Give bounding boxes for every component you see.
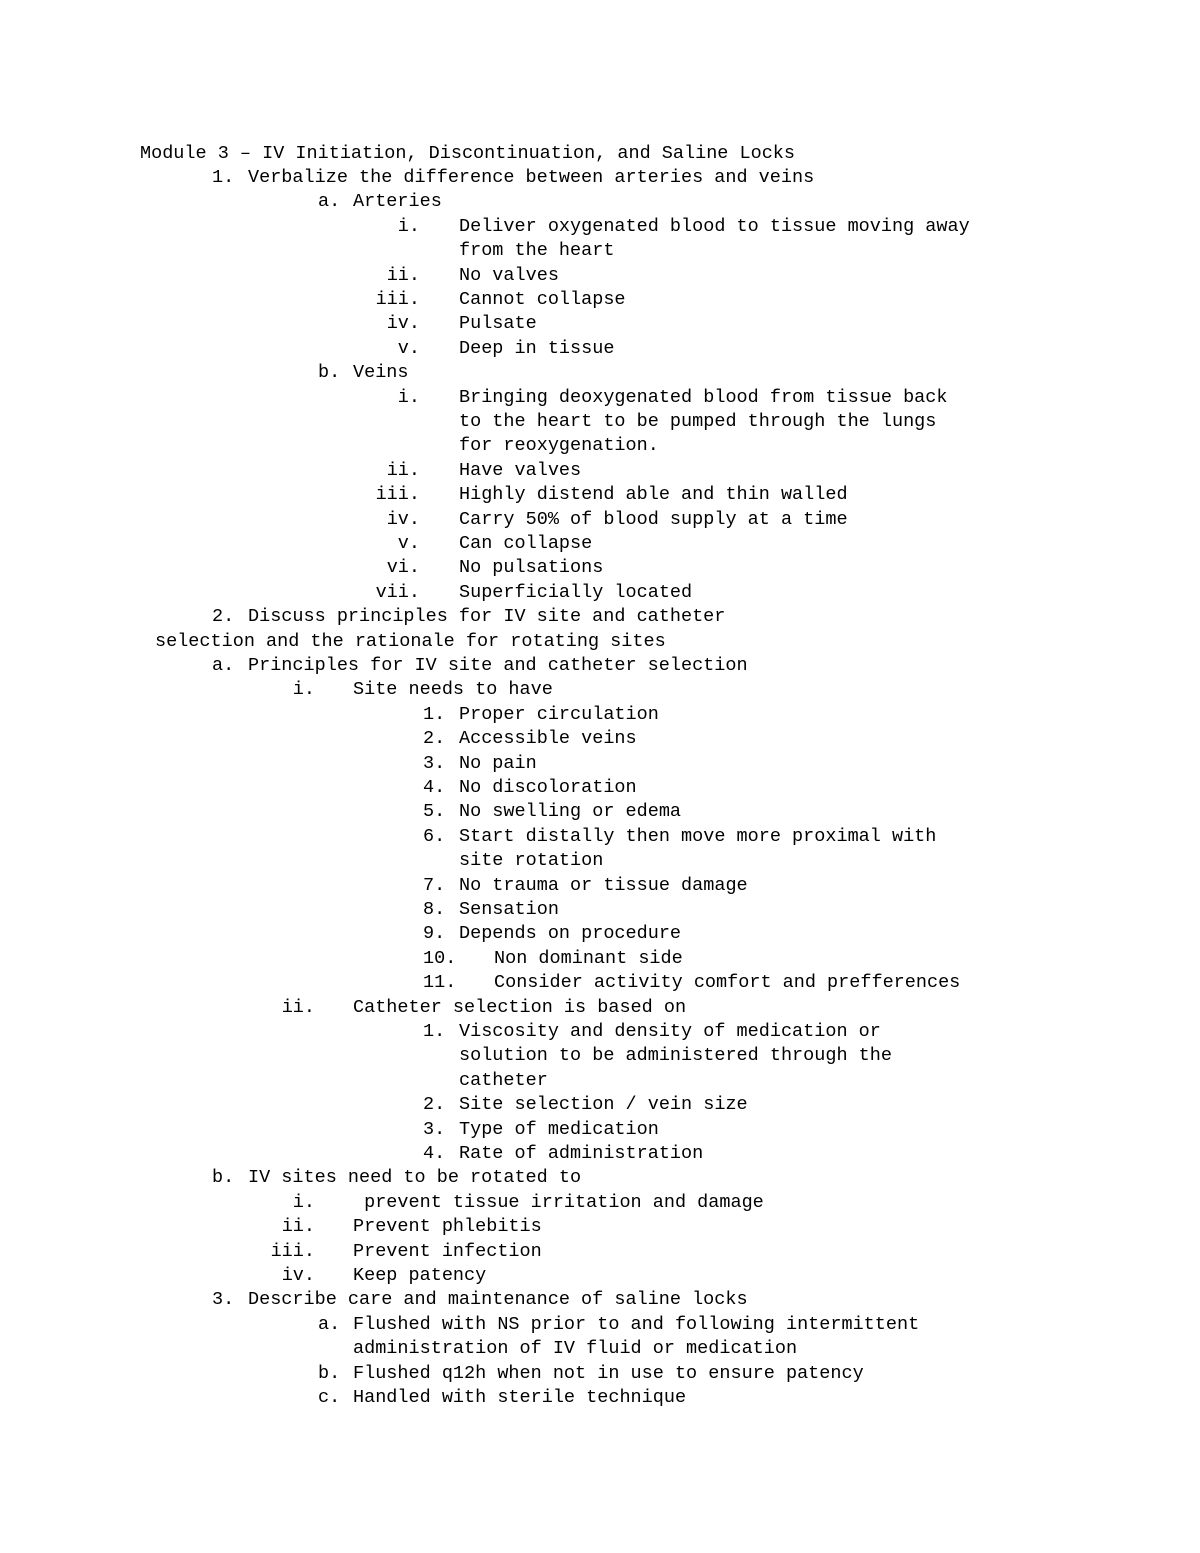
list-item-text: Bringing deoxygenated blood from tissue back xyxy=(459,386,948,408)
list-item-text: from the heart xyxy=(459,240,615,262)
section-heading: Describe care and maintenance of saline locks xyxy=(248,1289,748,1311)
subsection-heading: Principles for IV site and catheter selection xyxy=(248,655,748,676)
list-item-text: Have valves xyxy=(459,459,582,481)
roman-marker: v. xyxy=(397,533,420,554)
roman-marker: iii. xyxy=(270,1240,315,1262)
number-marker: 4. xyxy=(423,1143,446,1164)
section-heading: Verbalize the difference between arteries and veins xyxy=(248,167,815,188)
list-item-text: No pulsations xyxy=(459,557,604,579)
section-number: 3. xyxy=(212,1289,235,1311)
number-marker: 5. xyxy=(423,801,446,823)
subsection-letter: b. xyxy=(318,362,341,384)
list-item-text: Depends on procedure xyxy=(459,923,682,945)
list-item-text: Site selection / vein size xyxy=(459,1094,748,1116)
list-item-text: Rate of administration xyxy=(459,1143,704,1164)
number-marker: 4. xyxy=(423,777,446,798)
roman-marker: vii. xyxy=(375,581,420,603)
roman-marker: ii. xyxy=(281,1216,315,1238)
list-item-text: Carry 50% of blood supply at a time xyxy=(459,508,848,530)
roman-marker: i. xyxy=(292,679,315,701)
list-item-text: prevent tissue irritation and damage xyxy=(353,1191,764,1213)
list-item-text: to the heart to be pumped through the lungs xyxy=(459,411,937,432)
list-item-text: administration of IV fluid or medication xyxy=(353,1338,798,1360)
list-item-text: Type of medication xyxy=(459,1118,659,1140)
roman-marker: iv. xyxy=(281,1265,315,1286)
group-heading: Catheter selection is based on xyxy=(353,996,687,1018)
list-item-text: Handled with sterile technique xyxy=(353,1387,687,1408)
list-item-text: site rotation xyxy=(459,850,604,872)
list-item-text: Flushed with NS prior to and following intermittent xyxy=(353,1313,920,1335)
roman-marker: i. xyxy=(292,1191,315,1213)
subsection-heading: Veins xyxy=(353,362,409,384)
list-item-text: Pulsate xyxy=(459,313,537,335)
page-title: Module 3 – IV Initiation, Discontinuation, and Saline Locks xyxy=(140,143,796,164)
list-item-text: Consider activity comfort and prefferences xyxy=(494,972,961,994)
list-item-text: for reoxygenation. xyxy=(459,435,659,457)
subsection-letter: a. xyxy=(318,1313,341,1335)
subsection-letter: a. xyxy=(318,191,341,213)
list-item-text: Prevent infection xyxy=(353,1240,542,1262)
roman-marker: ii. xyxy=(386,459,420,481)
section-number: 1. xyxy=(212,167,235,188)
number-marker: 2. xyxy=(423,1094,446,1116)
number-marker: 2. xyxy=(423,728,446,750)
number-marker: 8. xyxy=(423,899,446,920)
section-number: 2. xyxy=(212,606,235,628)
roman-marker: ii. xyxy=(386,264,420,286)
number-marker: 9. xyxy=(423,923,446,945)
number-marker: 1. xyxy=(423,703,446,725)
list-item-text: catheter xyxy=(459,1069,548,1091)
list-item-text: Deep in tissue xyxy=(459,337,615,359)
number-marker: 11. xyxy=(423,972,457,994)
number-marker: 10. xyxy=(423,947,457,969)
list-item-text: Prevent phlebitis xyxy=(353,1216,542,1238)
list-item-text: No trauma or tissue damage xyxy=(459,874,748,896)
number-marker: 3. xyxy=(423,1118,446,1140)
roman-marker: i. xyxy=(397,386,420,408)
list-item-text: Highly distend able and thin walled xyxy=(459,484,848,506)
list-item-text: Keep patency xyxy=(353,1265,487,1286)
subsection-heading: Arteries xyxy=(353,191,442,213)
subsection-letter: b. xyxy=(212,1167,235,1189)
roman-marker: iii. xyxy=(375,289,420,310)
subsection-letter: a. xyxy=(212,655,235,676)
list-item-text: solution to be administered through the xyxy=(459,1045,892,1067)
subsection-letter: c. xyxy=(318,1387,341,1408)
list-item-text: Cannot collapse xyxy=(459,289,626,310)
roman-marker: i. xyxy=(397,215,420,237)
section-heading: selection and the rationale for rotating sites xyxy=(155,630,666,652)
number-marker: 3. xyxy=(423,752,446,774)
roman-marker: iv. xyxy=(386,508,420,530)
list-item-text: Non dominant side xyxy=(494,947,683,969)
subsection-heading: IV sites need to be rotated to xyxy=(248,1167,582,1189)
list-item-text: Sensation xyxy=(459,899,559,920)
roman-marker: vi. xyxy=(386,557,420,579)
list-item-text: Deliver oxygenated blood to tissue moving away xyxy=(459,215,970,237)
number-marker: 7. xyxy=(423,874,446,896)
list-item-text: No valves xyxy=(459,264,559,286)
roman-marker: iv. xyxy=(386,313,420,335)
list-item-text: No pain xyxy=(459,752,537,774)
list-item-text: No discoloration xyxy=(459,777,637,798)
roman-marker: iii. xyxy=(375,484,420,506)
list-item-text: Can collapse xyxy=(459,533,593,554)
list-item-text: Flushed q12h when not in use to ensure patency xyxy=(353,1362,864,1384)
subsection-letter: b. xyxy=(318,1362,341,1384)
list-item-text: Superficially located xyxy=(459,581,693,603)
roman-marker: v. xyxy=(397,337,420,359)
number-marker: 6. xyxy=(423,825,446,847)
roman-marker: ii. xyxy=(281,996,315,1018)
list-item-text: No swelling or edema xyxy=(459,801,682,823)
list-item-text: Accessible veins xyxy=(459,728,637,750)
group-heading: Site needs to have xyxy=(353,679,553,701)
list-item-text: Proper circulation xyxy=(459,703,659,725)
list-item-text: Start distally then move more proximal with xyxy=(459,825,937,847)
list-item-text: Viscosity and density of medication or xyxy=(459,1021,881,1042)
section-heading: Discuss principles for IV site and catheter xyxy=(248,606,726,628)
number-marker: 1. xyxy=(423,1021,446,1042)
